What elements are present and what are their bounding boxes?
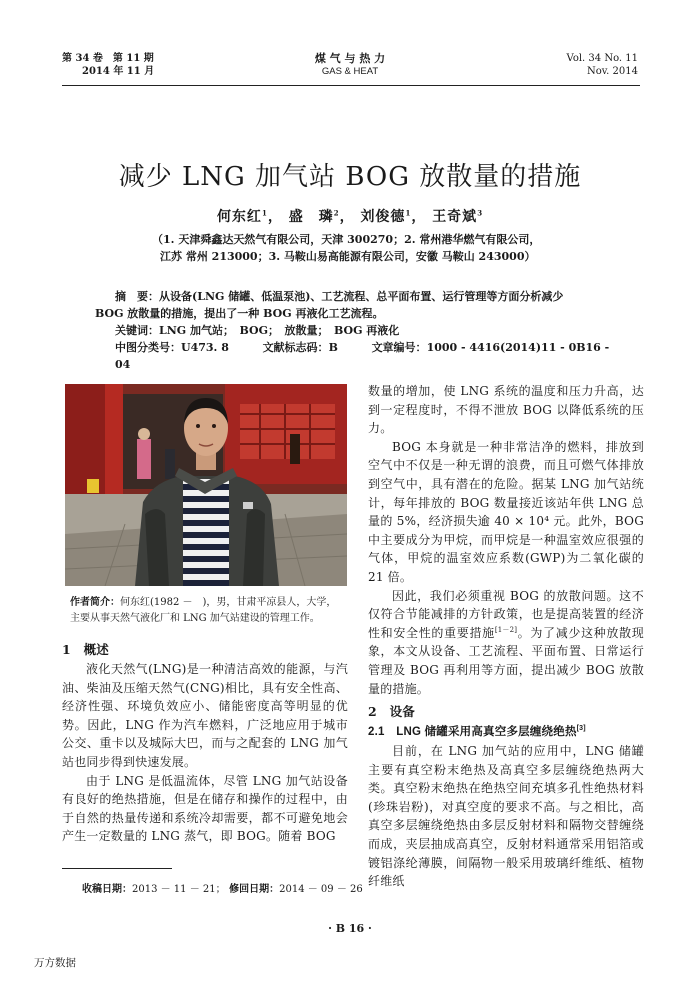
affiliation-line: （1. 天津舜鑫达天然气有限公司，天津 300270；2. 常州港华燃气有限公司，: [152, 233, 541, 246]
author-1: 何东红: [216, 209, 262, 225]
affiliations: [152, 231, 540, 265]
header-volume: 第 34 卷 第 11 期: [62, 53, 154, 64]
paragraph: 由于 LNG 是低温流体，尽管 LNG 加气站设备有良好的绝热措施，但是在储存和操作的过程中，由于自然的热量传递和系统冷却需要，都不可避免地会产生一定数量的 LNG 蒸气，即 BOG。随着 BOG: [62, 773, 348, 844]
citation: [1－2]: [494, 625, 518, 634]
affiliation-line: 江苏 常州 213000；3. 马鞍山易高能源有限公司，安徽 马鞍山 243000）: [160, 250, 536, 263]
abstract-label: 摘 要：: [115, 290, 159, 303]
author-3: 刘俊德: [360, 209, 406, 225]
author-2-affil: 2: [333, 208, 340, 218]
header-rule: [62, 85, 640, 86]
received-date: 2013 － 11 － 21；: [132, 884, 226, 895]
journal-title-en: GAS & HEAT: [321, 66, 379, 77]
footnote: [82, 880, 363, 895]
paper-title: 减少 LNG 加气站 BOG 放散量的措施: [118, 162, 582, 192]
paragraph: BOG 本身就是一种非常洁净的燃料，排放到空气中不仅是一种无谓的浪费，而且可燃气体排放到空气中，具有潜在的危险。据某 LNG 加气站统计，每年排放的 BOG 数量接近该站年供 LNG 总量的 5%，经济损失逾 40 × 10⁴ 元。此外，BOG 中主要成分为甲烷，而甲烷是一种温室效应很强的气体，甲烷的温室效应系数(GWP)为二氧化碳的 21 倍。: [368, 439, 644, 584]
right-column: [368, 382, 644, 891]
author-photo-illustration: [65, 384, 347, 586]
header-date-en: Nov. 2014: [586, 66, 638, 77]
received-label: 收稿日期：: [82, 884, 132, 895]
paragraph: 液化天然气(LNG)是一种清洁高效的能源，与汽油、柴油及压缩天然气(CNG)相比，具有安全性高、经济性强、环境负效应小、储能密度高等明显的优势。因此，LNG 作为汽车燃料，广泛地应用于城市公交、重卡以及城际大巴，而与之配套的 LNG 加气站也同步得到快速发展。: [62, 662, 348, 769]
author-photo: [65, 384, 347, 586]
revised-date: 2014 － 09 － 26: [279, 884, 363, 895]
revised-label: 修回日期：: [229, 884, 280, 895]
author-3-affil: 1: [405, 208, 412, 218]
classification-row: [95, 339, 615, 373]
author-1-affil: 1: [261, 208, 268, 218]
paragraph: 数量的增加，使 LNG 系统的温度和压力升高，达到一定程度时，不得不泄放 BOG 以降低系统的压力。: [368, 384, 644, 436]
left-column: [62, 640, 348, 846]
section-heading-equipment: 2 设备: [368, 704, 415, 720]
paragraph: [368, 587, 644, 699]
abstract-block: [95, 288, 615, 373]
article-no: 1000 - 4416(2014)11 - 0B16 - 04: [115, 341, 610, 371]
author-bio: [70, 595, 350, 627]
author-bio-label: 作者简介：: [70, 597, 120, 608]
subsection-title: 2.1 LNG 储罐采用高真空多层缠绕绝热: [368, 726, 577, 739]
author-bio-text: 何东红(1982 － )，男，甘肃平凉县人，大学，: [120, 597, 337, 608]
footnote-rule: [62, 868, 172, 869]
section-heading-overview: 1 概述: [62, 642, 109, 657]
paragraph-text: 。为了减少这种放散现象，本文从设备、工艺流程、平面布置、日常运行管理及 BOG 再利用等方面，提出减少 BOG 放散量的措施。: [368, 625, 644, 696]
subsection-heading: [368, 722, 644, 742]
paragraph-text: 因此，我们必须重视 BOG 的放散问题。这不仅符合节能减排的方针政策，也是提高装置的经济性和安全性的重要措施: [368, 588, 644, 640]
doc-code-label: 文献标志码：: [262, 341, 329, 354]
header-date: 2014 年 11 月: [82, 66, 155, 77]
citation: [3]: [576, 725, 586, 733]
watermark: 万方数据: [34, 957, 76, 969]
clc-label: 中图分类号：: [115, 341, 181, 354]
keywords: LNG 加气站； BOG； 放散量； BOG 再液化: [159, 324, 400, 337]
author-2: 盛 璘: [288, 209, 334, 225]
article-no-label: 文章编号：: [371, 341, 427, 354]
paragraph: 目前，在 LNG 加气站的应用中，LNG 储罐主要有真空粉末绝热及高真空多层缠绕绝热两大类。真空粉末绝热在绝热空间充填多孔性绝热材料(珍珠岩粉)，对真空度的要求不高。与之相比，高真空多层缠绕绝热由多层反射材料和隔物交替缠绕而成，夹层抽成高真空，反射材料通常采用铝箔或镀铝涤纶薄膜，间隔物一般采用玻璃纤维纸、植物纤维纸: [368, 744, 644, 889]
keywords-label: 关键词：: [115, 324, 159, 337]
author-bio-text-cont: 主要从事天然气液化厂和 LNG 加气站建设的管理工作。: [70, 613, 320, 624]
volume-issue-en: [567, 52, 638, 78]
author-list: 何东红$^1$， 盛 璘$^2$， 刘俊德$^1$， 王奇斌$^3$: [216, 208, 484, 225]
author-4: 王奇斌: [432, 209, 478, 225]
abstract-text-cont: BOG 放散量的措施，提出了一种 BOG 再液化工艺流程。: [95, 307, 384, 320]
doc-code: B: [328, 341, 338, 354]
clc-number: U473. 8: [181, 341, 229, 354]
author-4-affil: 3: [477, 208, 484, 218]
page-number: · B 16 ·: [328, 922, 372, 935]
journal-title-cn: 煤 气 与 热 力: [314, 52, 386, 65]
abstract-text: 从设备(LNG 储罐、低温泵池)、工艺流程、总平面布置、运行管理等方面分析减少: [159, 290, 564, 303]
header-volume-en: Vol. 34 No. 11: [566, 53, 638, 64]
